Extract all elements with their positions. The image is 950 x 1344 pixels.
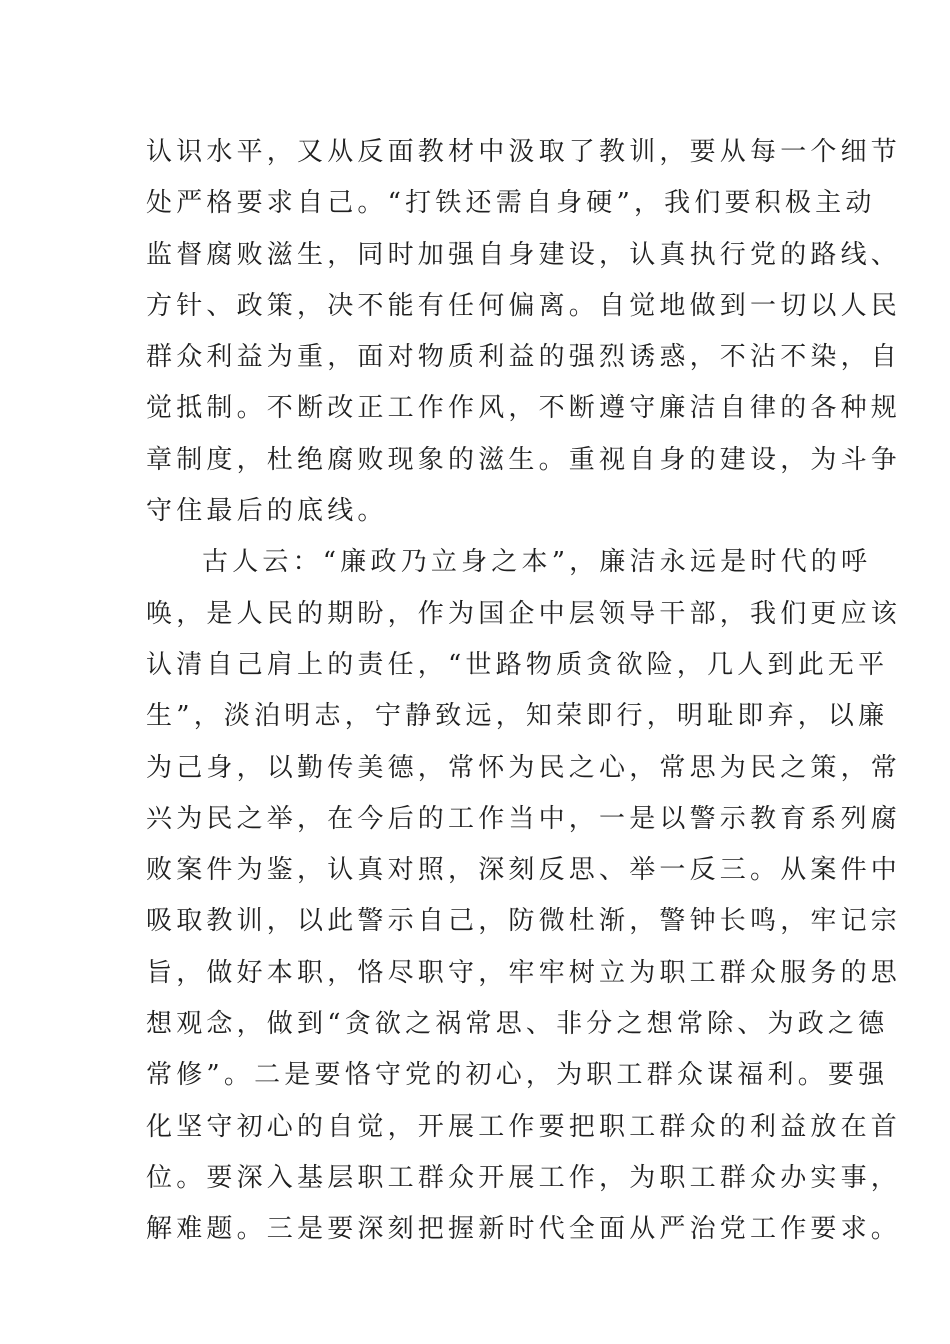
text-line: 群众利益为重，面对物质利益的强烈诱惑，不沾不染，自 xyxy=(146,342,902,373)
text-line: 败案件为鉴，认真对照，深刻反思、举一反三。从案件中 xyxy=(146,855,902,886)
text-line: 化坚守初心的自觉，开展工作要把职工群众的利益放在首 xyxy=(146,1111,902,1142)
text-line: 吸取教训，以此警示自己，防微杜渐，警钟长鸣，牢记宗 xyxy=(146,906,902,937)
text-line: 旨，做好本职，恪尽职守，牢牢树立为职工群众服务的思 xyxy=(146,957,902,988)
paragraph-start-line: 古人云：“廉政乃立身之本”，廉洁永远是时代的呼 xyxy=(202,547,872,578)
text-line: 认识水平，又从反面教材中汲取了教训，要从每一个细节 xyxy=(146,137,902,167)
text-line: 觉抵制。不断改正工作作风，不断遵守廉洁自律的各种规 xyxy=(146,393,902,424)
text-line: 想观念，做到“贪欲之祸常思、非分之想常除、为政之德 xyxy=(146,1009,889,1040)
text-line: 监督腐败滋生，同时加强自身建设，认真执行党的路线、 xyxy=(146,239,902,270)
text-line: 章制度，杜绝腐败现象的滋生。重视自身的建设，为斗争 xyxy=(146,444,902,475)
text-line: 唤，是人民的期盼，作为国企中层领导干部，我们更应该 xyxy=(146,598,902,629)
text-line: 处严格要求自己。“打铁还需自身硬”，我们要积极主动 xyxy=(146,188,876,219)
text-line: 解难题。三是要深刻把握新时代全面从严治党工作要求。 xyxy=(146,1214,902,1245)
text-line: 认清自己肩上的责任，“世路物质贪欲险，几人到此无平 xyxy=(146,649,889,680)
body-text xyxy=(146,127,902,1256)
text-line: 常修”。二是要恪守党的初心，为职工群众谋福利。要强 xyxy=(146,1060,889,1091)
text-line: 守住最后的底线。 xyxy=(146,496,388,527)
text-line: 为己身，以勤传美德，常怀为民之心，常思为民之策，常 xyxy=(146,752,902,783)
text-line: 生”，淡泊明志，宁静致远，知荣即行，明耻即弃，以廉 xyxy=(146,701,889,732)
text-line: 位。要深入基层职工群众开展工作，为职工群众办实事， xyxy=(146,1162,902,1193)
text-line: 方针、政策，决不能有任何偏离。自觉地做到一切以人民 xyxy=(146,290,902,321)
text-line: 兴为民之举，在今后的工作当中，一是以警示教育系列腐 xyxy=(146,803,902,834)
